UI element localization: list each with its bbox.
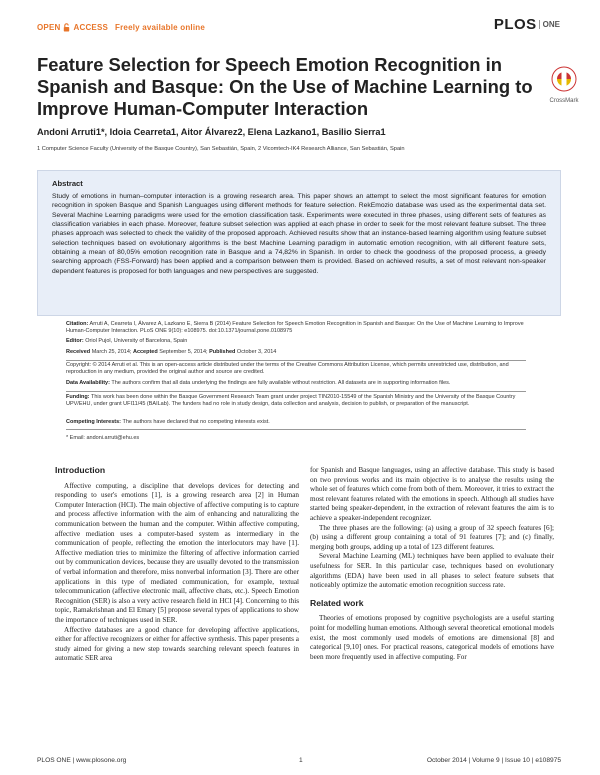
footer-issue-info: October 2014 | Volume 9 | Issue 10 | e108975	[426, 757, 561, 764]
right-column	[310, 466, 554, 662]
citation-line	[66, 321, 526, 336]
paragraph: Affective databases are a good chance for developing affective applications, either for affective recognizers or either for affective synthesis. This paper presents a study aimed for giving a new step towards searching relevant speech features in automatic SER area	[55, 625, 299, 663]
data-availability-text: The authors confirm that all data underlying the findings are fully available without restriction. All datasets are in supporting information files.	[111, 380, 451, 386]
citation-text: Arruti A, Cearreta I, Álvarez A, Lazkano E, Sierra B (2014) Feature Selection for Speech Emotion Recognition in Spanish and Basque: On the Use of Machine Learning to Improve Human-Computer Interaction. PLoS ONE 9(10): e108975. doi:10.1371/journal.pone.0108975	[66, 321, 524, 335]
access-label: ACCESS	[73, 22, 109, 32]
author-list: Andoni Arruti1*, Idoia Cearreta1, Aitor Álvarez2, Elena Lazkano1, Basilio Sierra1	[37, 127, 386, 137]
footer-journal-link[interactable]: PLOS ONE | www.plosone.org	[37, 757, 127, 764]
article-title: Feature Selection for Speech Emotion Recognition in Spanish and Basque: On the Use of Machine Learning to Improve Human-Computer Interaction	[37, 54, 533, 119]
paragraph: Affective computing, a discipline that develops devices for detecting and responding to user's emotions [1], is a growing research area [2] in Human Computer Interaction (HCI). The main objective of affective computing is to capture and process affective information with the aim of enhancing and naturalizing the communication between the human and the computer. Within affective computing, affective mediation uses a computer-based system as intermediary in the communication of people, reflecting the emotion the interlocutors may have [1]. Affective mediation tries to minimize the filtering of affective information carried out by communication devices, because they are usually devoted to the transmission of verbal information and therefore, miss nonverbal information [3]. There are other applications in this type of mediated communication, for example, textual telecommunication (affective electronic mail, affective chats, etc.). Speech Emotion Recognition (SER) is also a very active research field in HCI [4]. Concerning to this topic, Ramakrishnan and El Emary [5] propose several types of applications to show the importance of techniques used in SER.	[55, 481, 299, 624]
freely-available-label: Freely available online	[115, 22, 206, 32]
dates-line	[66, 349, 526, 356]
crossmark-badge[interactable]	[547, 66, 581, 104]
open-label: OPEN	[37, 22, 61, 32]
paragraph: Several Machine Learning (ML) techniques have been applied to evaluate their usefulness for SER. In this particular case, techniques based on evolutionary algorithms (EDA) have been used in all phases to select feature subsets that noticeably optimize the automatic emotion recognition success rate.	[310, 552, 554, 590]
abstract-box	[37, 170, 561, 316]
received-label: Received	[66, 349, 91, 355]
divider	[66, 391, 526, 392]
paragraph: for Spanish and Basque languages, using an affective database. This study is based on two previous works and its main objective is to analyse the results using the whole set of features which come from both of them. Moreover, it tries to extract the most relevant features related with the emotions in speech. Although all studies have started being speaker-dependent, in the extraction of relevant features the aim is to achieve a speaker-independent recognizer.	[310, 466, 554, 522]
divider	[66, 429, 526, 430]
left-column	[55, 466, 299, 664]
one-wordmark: ONE	[539, 20, 560, 29]
editor-label: Editor:	[66, 338, 84, 344]
paragraph: Theories of emotions proposed by cognitive psychologists are a useful starting point for modelling human emotions. Although several theoretical emotional models exist, the most commonly used models of emotions are dimensional [8] and categorical [9,10] ones. For practical reasons, categorical models of emotions have been more frequently used in affective computing. For	[310, 614, 554, 661]
abstract-text: Study of emotions in human–computer interaction is a growing research area. This paper shows an attempt to select the most significant features for emotion recognition in spoken Basque and Spanish Languages using different methods for feature selection. RekEmozio database was used as the experimental data set. Several Machine Learning paradigms were used for the emotion classification task. Experiments were executed in three phases, using different sets of features as classification variables in each phase. Moreover, feature subset selection was applied at each phase in order to seek for the most relevant feature subset. The three phases approach was selected to check the validity of the proposed approach. Achieved results show that an instance-based learning algorithm using feature subset selection techniques based on evolutionary algorithms is the best Machine Learning paradigm in automatic emotion recognition, with all different feature sets, obtaining a mean of 80,05% emotion recognition rate in Basque and a 74,82% in Spanish. In order to check the goodness of the proposed process, a greedy searching approach (FSS-Forward) has been applied and a comparison between them is provided. Based on achieved results, a set of most relevant non-speaker dependent features is proposed for both languages and new perspectives are suggested.	[52, 193, 546, 275]
accepted-label: Accepted	[132, 349, 158, 355]
funding-text: This work has been done within the Basque Government Research Team grant under project TIN2010-15549 of the Spanish Ministry and the University of the Basque Country UPV/EHU, under grant UFI11/45 (BAILab). The funders had no role in study design, data collection and analysis, decision to publish, or preparation of the manuscript.	[66, 394, 516, 408]
received-date: March 25, 2014;	[91, 349, 132, 355]
published-label: Published	[209, 349, 236, 355]
page-number: 1	[299, 757, 303, 764]
crossmark-label: CrossMark	[549, 98, 579, 104]
editor-line	[66, 338, 526, 345]
competing-interests-text: The authors have declared that no competing interests exist.	[122, 419, 270, 425]
email-line[interactable]: * Email: andoni.arruti@ehu.es	[66, 435, 140, 441]
open-access-badge	[37, 23, 205, 32]
introduction-heading: Introduction	[55, 465, 106, 475]
competing-interests-label: Competing Interests:	[66, 419, 122, 425]
abstract-heading: Abstract	[52, 179, 83, 188]
funding-line	[66, 394, 526, 409]
competing-interests-line	[66, 419, 526, 426]
citation-label: Citation:	[66, 321, 89, 327]
published-date: October 3, 2014	[236, 349, 277, 355]
funding-label: Funding:	[66, 394, 90, 400]
data-availability-label: Data Availability:	[66, 380, 110, 386]
data-availability-line	[66, 380, 526, 387]
copyright-line: Copyright: © 2014 Arruti et al. This is an open-access article distributed under the terms of the Creative Commons Attribution License, which permits unrestricted use, distribution, and reproduction in any medium, provided the original author and source are credited.	[66, 362, 509, 376]
editor-text: Oriol Pujol, University of Barcelona, Spain	[85, 338, 188, 344]
paragraph: The three phases are the following: (a) using a group of 32 speech features [6]; (b) using a different group containing a total of 91 features [7]; and (c) finally, merging both groups, adding up a total of 123 different features.	[310, 523, 554, 551]
crossmark-icon	[551, 66, 577, 92]
journal-header	[37, 16, 560, 35]
affiliations: 1 Computer Science Faculty (University of the Basque Country), San Sebastián, Spain, 2 Vicomtech-IK4 Research Alliance, San Sebastián, Spain	[37, 146, 405, 152]
related-work-heading: Related work	[310, 597, 364, 608]
open-lock-icon	[63, 23, 70, 32]
divider	[66, 360, 526, 361]
plos-wordmark: PLOS	[493, 16, 537, 33]
plos-one-logo[interactable]	[494, 16, 560, 33]
accepted-date: September 5, 2014;	[159, 349, 208, 355]
